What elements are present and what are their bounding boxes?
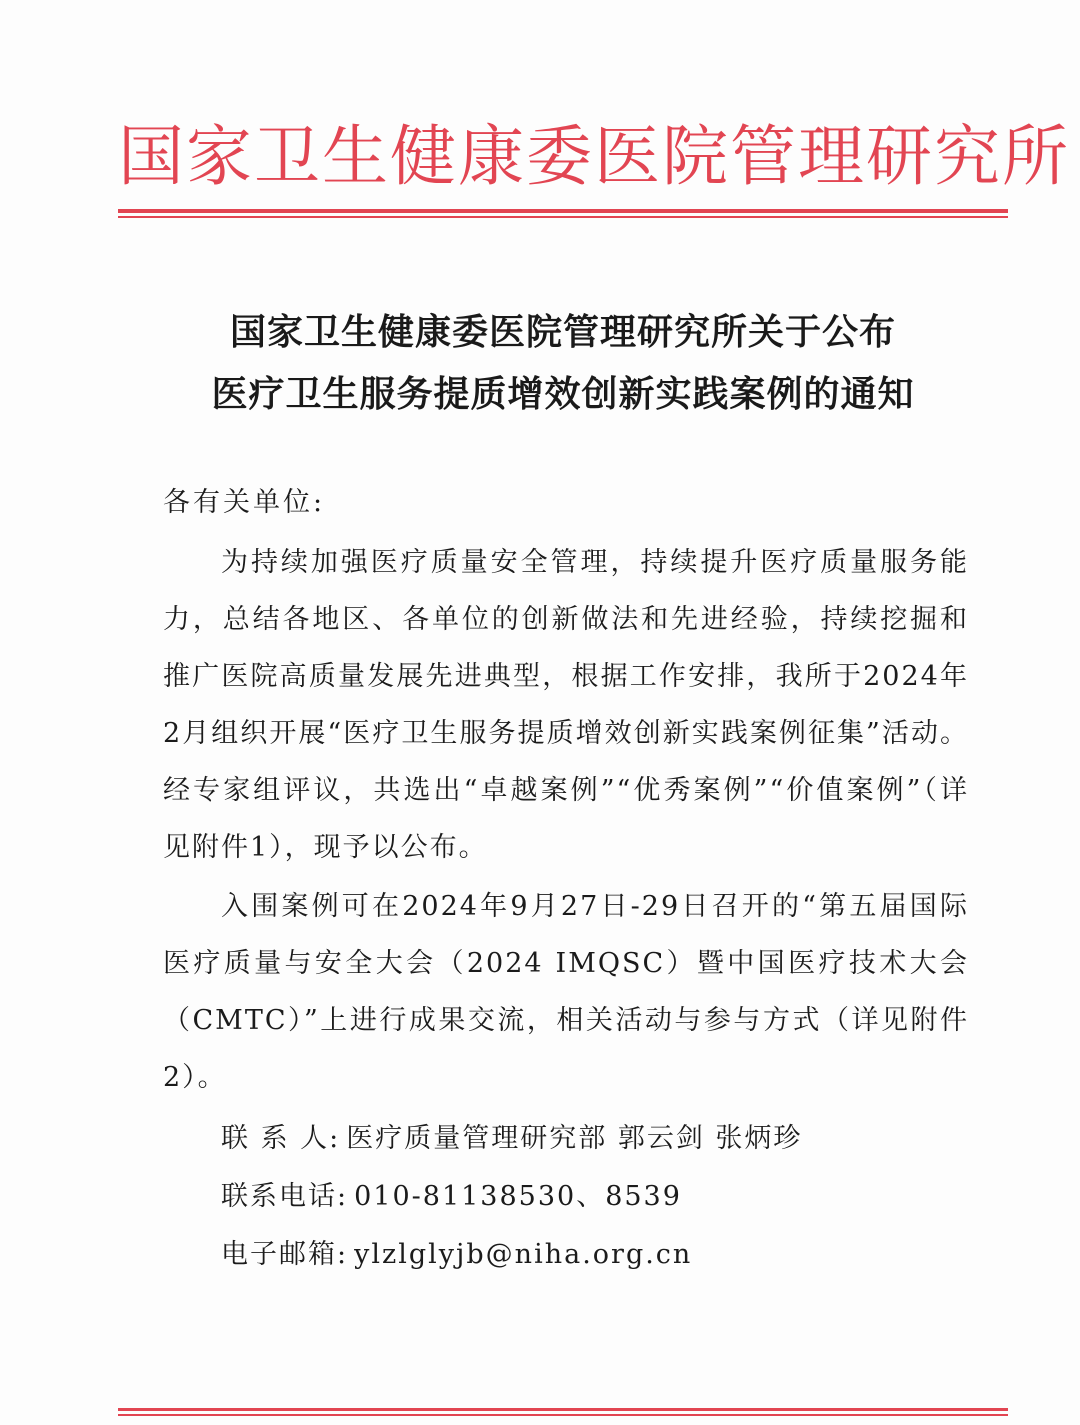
body-paragraph-2: 入围案例可在2024年9月27日-29日召开的“第五届国际医疗质量与安全大会（2024 IMQSC）暨中国医疗技术大会（CMTC）”上进行成果交流，相关活动与参与方式（详见附件2）。 [163,891,969,1093]
letterhead-divider-thin [118,216,1008,218]
footer-divider-thick [118,1408,1008,1411]
contact-phone-label: 联系电话: [221,1181,349,1212]
document-title-line-1: 国家卫生健康委医院管理研究所关于公布 [229,311,896,353]
contact-person-label: 联 系 人: [221,1123,341,1154]
contact-email-row [221,1232,692,1271]
contact-person-row [221,1116,802,1155]
document-title-line-2: 医疗卫生服务提质增效创新实践案例的通知 [211,373,915,415]
contact-phone-value: 010-81138530、8539 [354,1181,682,1212]
contact-email-value: ylzlglyjb@niha.org.cn [354,1239,693,1270]
letterhead-divider-thick [118,209,1008,213]
contact-person-value: 医疗质量管理研究部 郭云剑 张炳珍 [346,1123,803,1154]
contact-phone-row [221,1174,682,1213]
salutation: 各有关单位: [163,487,326,518]
body-paragraph-1: 为持续加强医疗质量安全管理，持续提升医疗质量服务能力，总结各地区、各单位的创新做法和先进经验，持续挖掘和推广医院高质量发展先进典型，根据工作安排，我所于2024年2月组织开展“医疗卫生服务提质增效创新实践案例征集”活动。经专家组评议，共选出“卓越案例”“优秀案例”“价值案例”（详见附件1），现予以公布。 [163,547,969,863]
footer-divider-thin [118,1414,1008,1416]
letterhead-org-name: 国家卫生健康委医院管理研究所 [118,118,1070,195]
contact-email-label: 电子邮箱: [221,1239,349,1270]
